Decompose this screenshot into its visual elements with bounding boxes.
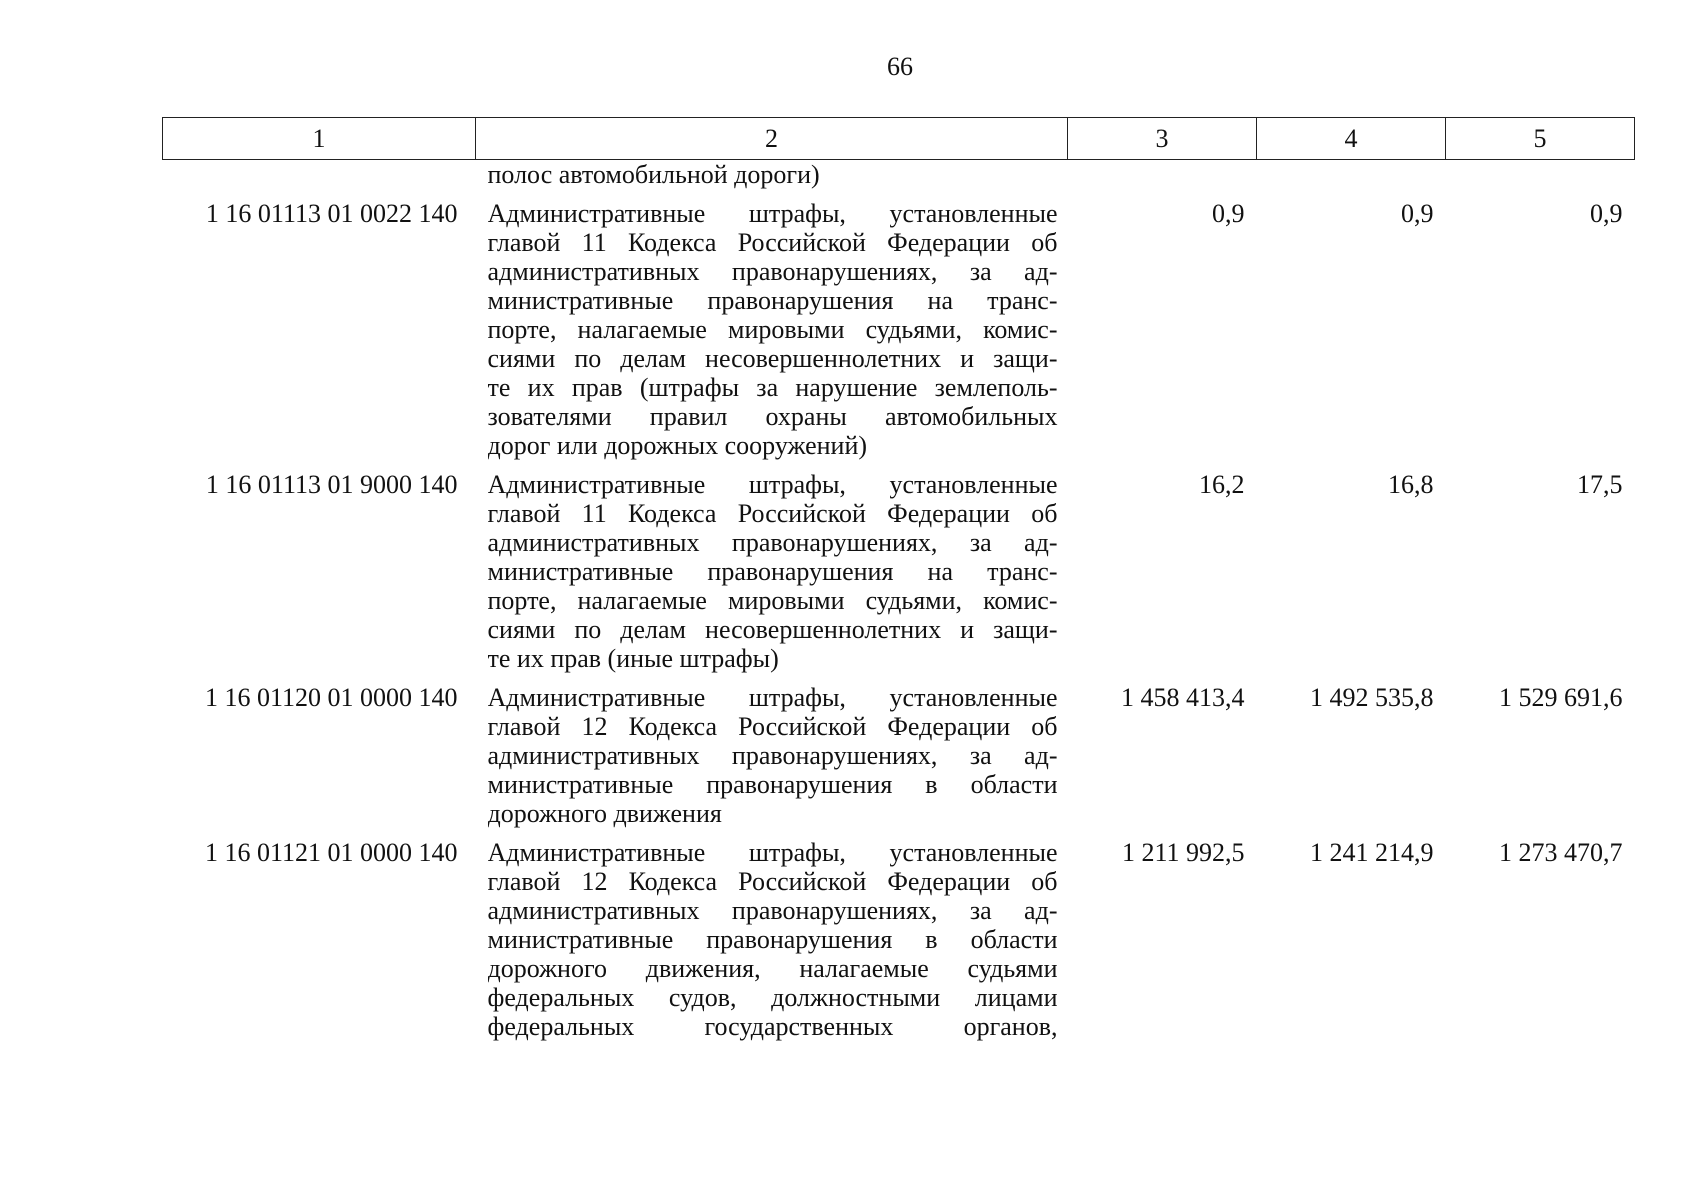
description-line: министративные правонарушения в области — [487, 925, 1058, 954]
header-col-2: 2 — [476, 118, 1068, 160]
description-line: министративные правонарушения на транс- — [487, 286, 1058, 315]
page-number: 66 — [887, 52, 913, 81]
description-line: главой 12 Кодекса Российской Федерации об — [487, 867, 1058, 896]
table-row — [163, 460, 1635, 673]
row-value-col5: 1 273 470,7 — [1499, 838, 1623, 867]
row-value-col5: 1 529 691,6 — [1499, 683, 1623, 712]
header-col-3: 3 — [1068, 118, 1257, 160]
description-line: зователями правил охраны автомобильных — [487, 402, 1058, 431]
description-line: административных правонарушениях, за ад- — [487, 257, 1058, 286]
description-line: дорожного движения, налагаемые судьями — [487, 954, 1058, 983]
row-code: 1 16 01113 01 0022 140 — [205, 199, 458, 228]
row-description — [476, 460, 1068, 673]
row-value-col4: 16,8 — [1388, 470, 1434, 499]
row-value-col4: 1 241 214,9 — [1310, 838, 1434, 867]
row-description — [476, 828, 1068, 1041]
row-description — [476, 189, 1068, 460]
description-line: полос автомобильной дороги) — [487, 160, 820, 189]
description-line: министративные правонарушения на транс- — [487, 557, 1058, 586]
description-line: министративные правонарушения в области — [487, 770, 1058, 799]
header-col-5: 5 — [1446, 118, 1635, 160]
description-line: сиями по делам несовершеннолетних и защи- — [487, 344, 1058, 373]
revenue-table — [162, 117, 1635, 1041]
description-line: федеральных судов, должностными лицами — [487, 983, 1058, 1012]
table-row — [163, 828, 1635, 1041]
description-line: Административные штрафы, установленные — [487, 683, 1058, 712]
description-line: главой 11 Кодекса Российской Федерации об — [487, 228, 1058, 257]
row-code: 1 16 01113 01 9000 140 — [205, 470, 458, 499]
description-line: Административные штрафы, установленные — [487, 470, 1058, 499]
header-col-4: 4 — [1257, 118, 1446, 160]
row-description — [476, 673, 1068, 828]
continuation-description — [476, 160, 1068, 190]
row-value-col3: 1 458 413,4 — [1121, 683, 1245, 712]
continuation-code — [163, 160, 476, 190]
description-line: те их прав (иные штрафы) — [487, 644, 779, 673]
row-value-col3: 0,9 — [1212, 199, 1245, 228]
description-line: порте, налагаемые мировыми судьями, комис- — [487, 586, 1058, 615]
row-value-col5: 0,9 — [1590, 199, 1623, 228]
header-col-1: 1 — [163, 118, 476, 160]
description-line: дорог или дорожных сооружений) — [487, 431, 868, 460]
description-line: административных правонарушениях, за ад- — [487, 896, 1058, 925]
table-row — [163, 189, 1635, 460]
row-code: 1 16 01121 01 0000 140 — [204, 838, 458, 867]
header-row — [163, 118, 1635, 160]
table-header — [163, 118, 1635, 160]
description-line: главой 12 Кодекса Российской Федерации об — [487, 712, 1058, 741]
table-row — [163, 673, 1635, 828]
description-line: Административные штрафы, установленные — [487, 199, 1058, 228]
row-value-col4: 1 492 535,8 — [1310, 683, 1434, 712]
description-line: те их прав (штрафы за нарушение землеполь- — [487, 373, 1058, 402]
continuation-row — [163, 160, 1635, 190]
row-value-col3: 16,2 — [1199, 470, 1245, 499]
description-line: федеральных государственных органов, — [487, 1012, 1058, 1041]
description-line: сиями по делам несовершеннолетних и защи- — [487, 615, 1058, 644]
row-value-col5: 17,5 — [1577, 470, 1623, 499]
description-line: административных правонарушениях, за ад- — [487, 528, 1058, 557]
row-code: 1 16 01120 01 0000 140 — [204, 683, 458, 712]
description-line: дорожного движения — [487, 799, 722, 828]
description-line: главой 11 Кодекса Российской Федерации об — [487, 499, 1058, 528]
description-line: административных правонарушениях, за ад- — [487, 741, 1058, 770]
description-line: Административные штрафы, установленные — [487, 838, 1058, 867]
row-value-col4: 0,9 — [1401, 199, 1434, 228]
row-value-col3: 1 211 992,5 — [1121, 838, 1245, 867]
description-line: порте, налагаемые мировыми судьями, комис- — [487, 315, 1058, 344]
